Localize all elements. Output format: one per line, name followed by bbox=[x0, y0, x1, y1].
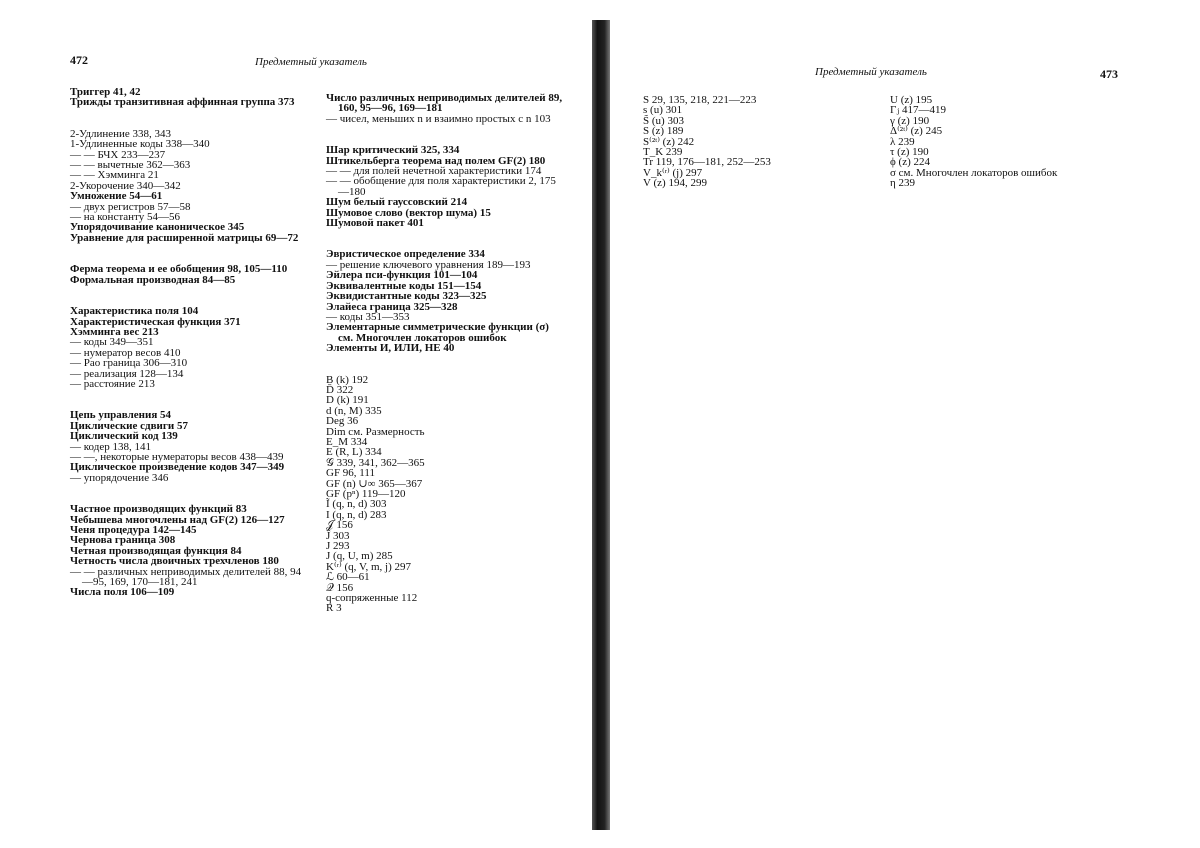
index-entry: V (z) 194, 299 bbox=[643, 177, 707, 190]
index-entry: — — различных неприводимых делителей 88, 94—95, 169, 170—181, 241 bbox=[70, 565, 302, 589]
index-entry: Число различных неприводимых делителей 89, 160, 95—96, 169—181 bbox=[326, 92, 563, 115]
index-entry: Числа поля 106—109 bbox=[70, 586, 175, 599]
index-entry: 2-Удлинение 338, 343 bbox=[70, 127, 172, 140]
index-entry: — реализация 128—134 bbox=[70, 367, 184, 380]
index-entry: — — вычетные 362—363 bbox=[70, 159, 191, 172]
index-entry: — нумератор весов 410 bbox=[70, 346, 181, 359]
index-entry: s (u) 301 bbox=[643, 104, 683, 117]
index-entry: Циклические сдвиги 57 bbox=[70, 419, 188, 432]
section-gap bbox=[70, 285, 310, 306]
index-entry: — —, некоторые нумераторы весов 438—439 bbox=[70, 450, 284, 463]
index-entry: Частное производящих функций 83 bbox=[70, 503, 247, 516]
index-entry: GF (pⁿ) 119—120 bbox=[326, 488, 406, 500]
index-entry: J 293 bbox=[326, 540, 350, 553]
index-entry: — коды 351—353 bbox=[326, 310, 410, 323]
index-entry: λ 239 bbox=[890, 135, 915, 148]
index-entry: 1-Удлиненные коды 338—340 bbox=[70, 138, 210, 151]
section-gap bbox=[70, 243, 310, 264]
index-entry: Чебышева многочлены над GF(2) 126—127 bbox=[70, 513, 285, 526]
index-entry: ℒ 60—61 bbox=[326, 571, 370, 584]
index-entry: Шумовое слово (вектор шума) 15 bbox=[326, 206, 491, 219]
index-entry: τ (z) 190 bbox=[890, 146, 929, 159]
index-entry: 2-Укорочение 340—342 bbox=[70, 179, 181, 192]
index-entry: J (q, U, m) 285 bbox=[326, 550, 393, 563]
index-entry: Формальная производная 84—85 bbox=[70, 273, 236, 286]
index-entry: B (k) 192 bbox=[326, 373, 369, 386]
index-entry: Циклический код 139 bbox=[70, 430, 178, 443]
index-entry: Ĩ (q, n, d) 303 bbox=[326, 498, 387, 511]
index-entry: Γⱼ 417—419 bbox=[890, 104, 947, 117]
section-gap bbox=[70, 389, 310, 410]
index-entry: Δ⁽²ᵗ⁾ (z) 245 bbox=[890, 125, 943, 138]
running-title: Предметный указатель bbox=[255, 56, 367, 68]
index-column bbox=[70, 87, 310, 598]
index-entry: Ĵ 303 bbox=[326, 529, 350, 542]
index-entry: U (z) 195 bbox=[890, 94, 933, 106]
index-entry: Четная производящая функция 84 bbox=[70, 544, 242, 557]
index-entry: Упорядочивание каноническое 345 bbox=[70, 221, 245, 234]
index-entry: Шум белый гауссовский 214 bbox=[326, 196, 468, 209]
index-entry: Эквивалентные коды 151—154 bbox=[326, 279, 482, 292]
index-entry: Циклическое произведение кодов 347—349 bbox=[70, 461, 285, 474]
index-entry: Эвристическое определение 334 bbox=[326, 248, 485, 261]
index-entry: Цепь управления 54 bbox=[70, 409, 172, 422]
index-entry: η 239 bbox=[890, 177, 916, 190]
index-entry: Хэмминга вес 213 bbox=[70, 325, 159, 338]
index-entry: Эквидистантные коды 323—325 bbox=[326, 290, 487, 303]
index-entry: Чернова граница 308 bbox=[70, 534, 176, 547]
section-gap bbox=[70, 108, 310, 129]
index-entry: — на константу 54—56 bbox=[70, 211, 180, 224]
book-gutter bbox=[592, 20, 610, 830]
index-entry: — — БЧХ 233—237 bbox=[70, 148, 166, 161]
page-number: 472 bbox=[70, 53, 88, 67]
index-entry: R 3 bbox=[326, 602, 342, 615]
index-entry: Dim см. Размерность bbox=[326, 425, 425, 438]
index-entry: — кодер 138, 141 bbox=[70, 440, 151, 453]
index-entry: S 29, 135, 218, 221—223 bbox=[643, 94, 757, 106]
page-number: 473 bbox=[1100, 67, 1118, 81]
index-entry: S (z) 189 bbox=[643, 125, 684, 138]
index-entry: Ченя процедура 142—145 bbox=[70, 524, 197, 536]
index-entry: Триггер 41, 42 bbox=[70, 86, 141, 98]
index-entry: Шумовой пакет 401 bbox=[326, 217, 424, 230]
index-entry: Элайеса граница 325—328 bbox=[326, 300, 458, 313]
index-entry: Элементы И, ИЛИ, НЕ 40 bbox=[326, 342, 455, 355]
index-entry: Четность числа двоичных трехчленов 180 bbox=[70, 555, 279, 568]
index-entry: Элементарные симметрические функции (σ) см. Многочлен локаторов ошибок bbox=[326, 321, 549, 344]
index-entry: — Рао граница 306—310 bbox=[70, 357, 188, 370]
right-page bbox=[610, 0, 1200, 848]
index-entry: q-сопряженные 112 bbox=[326, 592, 418, 605]
index-entry: GF 96, 111 bbox=[326, 467, 375, 480]
index-entry: σ см. Многочлен локаторов ошибок bbox=[890, 166, 1058, 179]
index-entry: Штикельберга теорема над полем GF(2) 180 bbox=[326, 154, 546, 167]
index-entry: Шар критический 325, 334 bbox=[326, 144, 460, 157]
index-entry: Deg 36 bbox=[326, 415, 359, 428]
index-entry: GF (n) ∪∞ 365—367 bbox=[326, 477, 423, 490]
index-entry: Tr 119, 176—181, 252—253 bbox=[643, 156, 771, 169]
index-entry: V_k⁽ʳ⁾ (j) 297 bbox=[643, 166, 703, 179]
section-gap bbox=[326, 124, 566, 145]
index-entry: — расстояние 213 bbox=[70, 377, 155, 390]
running-title: Предметный указатель bbox=[815, 66, 927, 78]
index-entry: S⁽²ᵗ⁾ (z) 242 bbox=[643, 135, 695, 148]
index-column bbox=[326, 93, 566, 614]
index-entry: K⁽ʳ⁾ (q, V, m, j) 297 bbox=[326, 560, 412, 573]
index-entry: γ (z) 190 bbox=[890, 114, 930, 127]
index-entry: — — Хэмминга 21 bbox=[70, 169, 159, 182]
index-entry: Эйлера пси-функция 101—104 bbox=[326, 269, 478, 282]
index-entry: ϕ (z) 224 bbox=[890, 156, 930, 169]
index-entry: — решение ключевого уравнения 189—193 bbox=[326, 258, 531, 271]
index-entry: Уравнение для расширенной матрицы 69—72 bbox=[70, 231, 299, 244]
index-entry: — упорядочение 346 bbox=[70, 471, 169, 484]
index-entry: — — обобщение для поля характеристики 2, 175—180 bbox=[326, 175, 556, 198]
index-entry: S̃ (u) 303 bbox=[643, 114, 684, 127]
index-entry: Характеристика поля 104 bbox=[70, 305, 199, 318]
index-entry: Умножение 54—61 bbox=[70, 190, 163, 203]
section-gap bbox=[326, 228, 566, 249]
index-entry: 𝒬 156 bbox=[326, 581, 354, 594]
index-entry: — — для полей нечетной характеристики 174 bbox=[326, 165, 542, 178]
index-entry: — чисел, меньших n и взаимно простых с n 103 bbox=[326, 112, 551, 125]
index-entry: E (R, L) 334 bbox=[326, 446, 382, 459]
index-entry: D̄ 322 bbox=[326, 383, 354, 396]
section-gap bbox=[70, 483, 310, 504]
index-column bbox=[890, 95, 1150, 189]
index-entry: E_M 334 bbox=[326, 435, 368, 448]
index-entry: — коды 349—351 bbox=[70, 336, 154, 349]
index-entry: D (k) 191 bbox=[326, 394, 369, 407]
index-entry: Характеристическая функция 371 bbox=[70, 315, 241, 328]
index-entry: Трижды транзитивная аффинная группа 373 bbox=[70, 96, 295, 109]
left-page bbox=[0, 0, 590, 848]
index-entry: d (n, M) 335 bbox=[326, 404, 382, 417]
index-entry: — двух регистров 57—58 bbox=[70, 200, 191, 213]
index-entry: T_K 239 bbox=[643, 146, 683, 159]
index-entry: Ферма теорема и ее обобщения 98, 105—110 bbox=[70, 263, 288, 276]
index-entry: 𝒥 156 bbox=[326, 519, 353, 532]
index-column bbox=[643, 95, 863, 189]
index-entry: 𝒢 339, 341, 362—365 bbox=[326, 456, 425, 469]
index-entry: I (q, n, d) 283 bbox=[326, 508, 387, 521]
section-gap bbox=[326, 354, 566, 375]
